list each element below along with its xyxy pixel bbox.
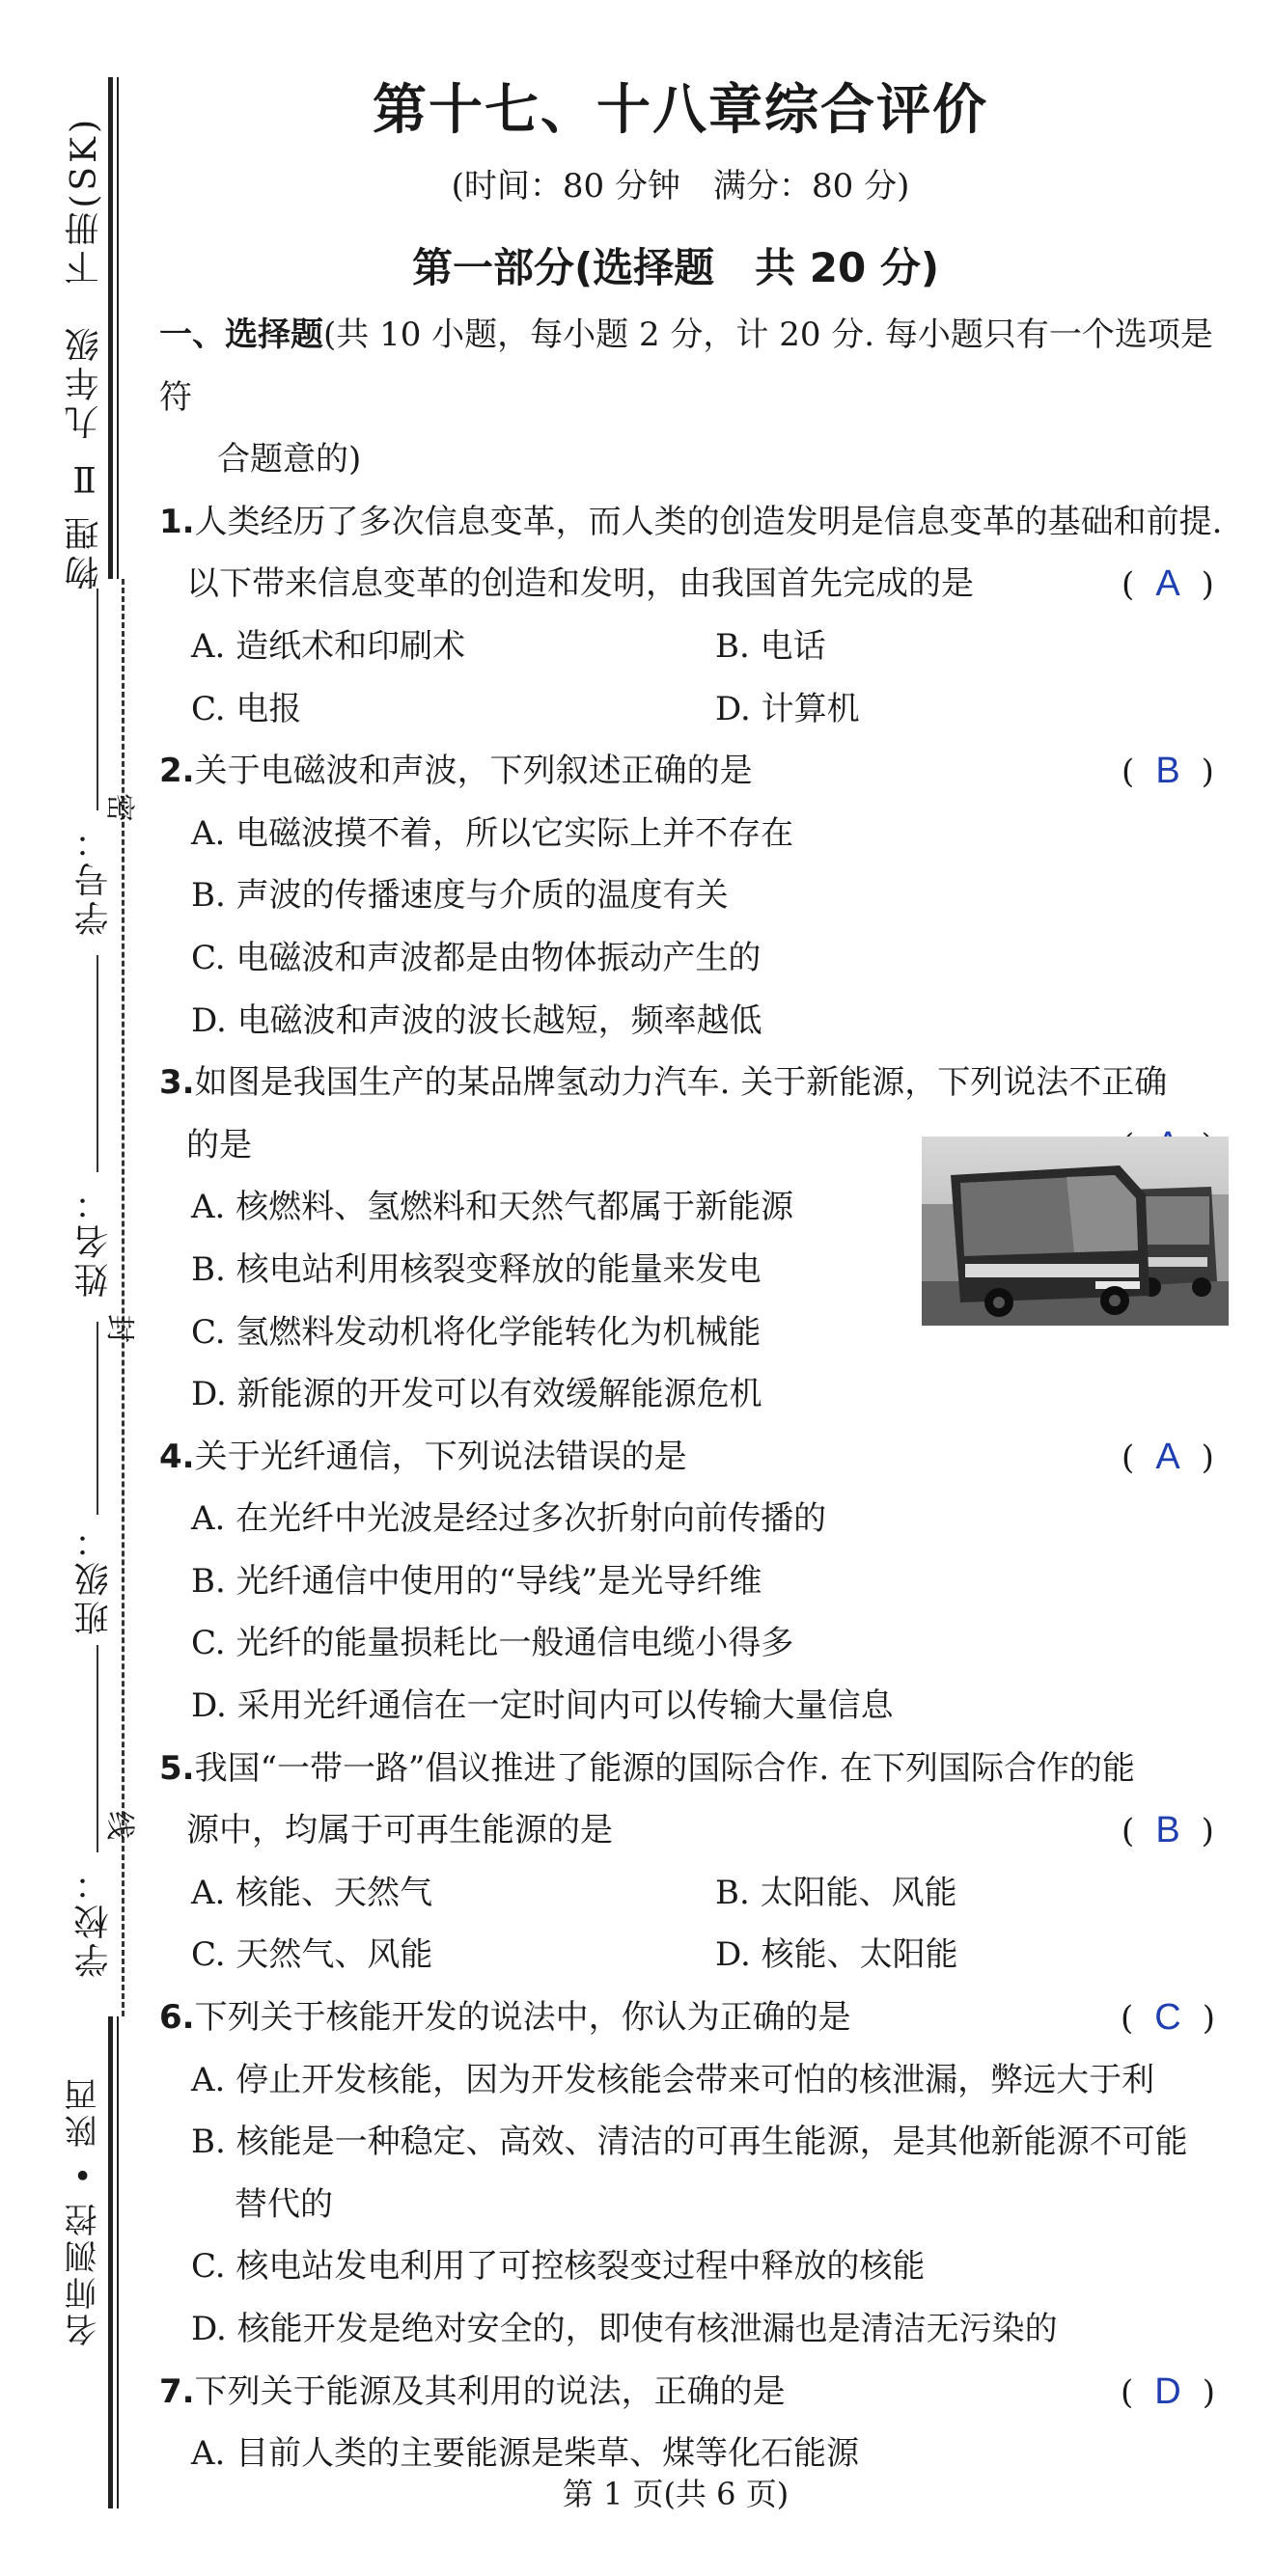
question-stem-line: 的是 <box>186 1125 252 1165</box>
answer-box: ( A ) <box>1122 563 1214 605</box>
question-1 <box>159 491 1231 740</box>
class-label: 班级： <box>74 1520 114 1635</box>
question-2 <box>159 740 1231 1052</box>
answer-letter: A <box>1155 1436 1180 1477</box>
question-5 <box>159 1738 1231 1987</box>
student-id-label: 学号： <box>74 820 114 936</box>
option-d[interactable]: D. 采用光纤通信在一定时间内可以传输大量信息 <box>191 1686 894 1726</box>
option-b[interactable]: B. 核电站利用核裂变释放的能量来发电 <box>191 1249 762 1289</box>
section-instructions-1: (共 10 小题，每小题 2 分，计 20 分. 每小题只有一个选项是符 <box>159 315 1213 417</box>
question-stem-line: 我国“一带一路”倡议推进了能源的国际合作. 在下列国际合作的能 <box>194 1748 1135 1788</box>
question-stem-line: 关于光纤通信，下列说法错误的是 <box>194 1437 687 1476</box>
question-4 <box>159 1426 1231 1738</box>
option-a[interactable]: A. 电磁波摸不着，所以它实际上并不存在 <box>191 813 794 853</box>
section-heading <box>159 304 1231 491</box>
option-a[interactable]: A. 停止开发核能，因为开发核能会带来可怕的核泄漏，弊远大于利 <box>191 2060 1155 2099</box>
question-7 <box>159 2361 1231 2485</box>
margin-rule-thin-bottom <box>117 2016 119 2508</box>
answer-letter: C <box>1154 1997 1181 2039</box>
margin-rule-thick-bottom <box>108 2016 113 2508</box>
option-a[interactable]: A. 核燃料、氢燃料和天然气都属于新能源 <box>191 1188 794 1227</box>
option-d[interactable]: D. 电磁波和声波的波长越短，频率越低 <box>191 1000 762 1040</box>
question-number: 5. <box>159 1748 195 1788</box>
question-stem-line: 下列关于核能开发的说法中，你认为正确的是 <box>194 1998 851 2038</box>
question-number: 7. <box>159 2371 195 2411</box>
answer-box: ( C ) <box>1121 1997 1215 2039</box>
option-a[interactable]: A. 目前人类的主要能源是柴草、煤等化石能源 <box>191 2434 860 2474</box>
part-title: 第一部分(选择题 共 20 分) <box>411 244 940 291</box>
option-b[interactable]: B. 电话 <box>715 626 826 666</box>
option-b[interactable]: B. 核能是一种稳定、高效、清洁的可再生能源，是其他新能源不可能 <box>191 2123 1188 2162</box>
school-label: 学校： <box>74 1862 114 1978</box>
question-number: 2. <box>159 752 195 791</box>
option-d[interactable]: D. 核能、太阳能 <box>715 1935 958 1975</box>
question-stem-line: 源中，均属于可再生能源的是 <box>186 1811 613 1850</box>
page-title: 第十七、十八章综合评价 <box>373 79 988 142</box>
option-b-continued[interactable]: 替代的 <box>235 2184 333 2224</box>
answer-letter: A <box>1155 563 1180 605</box>
answer-letter: B <box>1155 751 1180 792</box>
option-c[interactable]: C. 电磁波和声波都是由物体振动产生的 <box>191 938 762 977</box>
answer-letter: D <box>1154 2370 1181 2412</box>
question-number: 3. <box>159 1063 195 1103</box>
margin-rule-thin-top <box>117 77 119 579</box>
name-blank[interactable] <box>97 955 98 1172</box>
answer-box: ( B ) <box>1122 751 1214 792</box>
question-number: 6. <box>159 1998 195 2038</box>
option-c[interactable]: C. 电报 <box>191 689 302 728</box>
question-stem-line: 下列关于能源及其利用的说法，正确的是 <box>194 2371 786 2411</box>
option-c[interactable]: C. 光纤的能量损耗比一般通信电缆小得多 <box>191 1624 794 1663</box>
question-6 <box>159 1987 1231 2361</box>
question-stem-line: 如图是我国生产的某品牌氢动力汽车. 关于新能源，下列说法不正确 <box>194 1063 1168 1103</box>
question-number: 4. <box>159 1437 195 1476</box>
seal-mark-feng: 封 <box>102 1314 136 1343</box>
section-instructions-2: 合题意的) <box>217 440 362 480</box>
hydrogen-bus-photo <box>922 1137 1229 1326</box>
question-stem-line: 以下带来信息变革的创造和发明，由我国首先完成的是 <box>186 564 974 604</box>
student-id-blank[interactable] <box>97 589 98 810</box>
class-blank[interactable] <box>97 1322 98 1515</box>
question-stem-line: 关于电磁波和声波，下列叙述正确的是 <box>194 752 753 791</box>
option-d[interactable]: D. 新能源的开发可以有效缓解能源危机 <box>191 1375 762 1414</box>
book-info-label: 物理 Ⅱ 九年级 下册(SK) <box>65 116 104 590</box>
answer-box: ( A ) <box>1122 1436 1214 1477</box>
option-d[interactable]: D. 核能开发是绝对安全的，即使有核泄漏也是清洁无污染的 <box>191 2310 1058 2348</box>
answer-box: ( D ) <box>1121 2370 1215 2412</box>
seal-mark-mi: 密 <box>102 793 136 822</box>
name-label: 姓名： <box>74 1182 114 1298</box>
option-c[interactable]: C. 氢燃料发动机将化学能转化为机械能 <box>191 1312 762 1352</box>
section-lead: 一、选择题 <box>159 315 323 354</box>
option-c[interactable]: C. 天然气、风能 <box>191 1935 433 1975</box>
school-blank[interactable] <box>97 1645 98 1852</box>
option-a[interactable]: A. 造纸术和印刷术 <box>191 626 466 666</box>
option-a[interactable]: A. 在光纤中光波是经过多次折射向前传播的 <box>191 1499 827 1539</box>
answer-letter: B <box>1155 1810 1180 1851</box>
option-b[interactable]: B. 太阳能、风能 <box>715 1873 957 1912</box>
answer-box: ( B ) <box>1122 1810 1214 1851</box>
question-number: 1. <box>159 502 195 541</box>
option-b[interactable]: B. 声波的传播速度与介质的温度有关 <box>191 876 729 916</box>
option-a[interactable]: A. 核能、天然气 <box>191 1873 433 1912</box>
option-d[interactable]: D. 计算机 <box>715 689 860 728</box>
series-label: 名师测控 • 陕西 <box>65 2074 103 2346</box>
question-stem-line: 人类经历了多次信息变革，而人类的创造发明是信息变革的基础和前提. <box>194 502 1223 541</box>
exam-info: (时间：80 分钟 满分：80 分) <box>451 167 910 206</box>
page-footer: 第 1 页(共 6 页) <box>562 2476 789 2512</box>
question-area <box>159 304 1231 2485</box>
seal-mark-xian: 线 <box>102 1811 136 1840</box>
option-b[interactable]: B. 光纤通信中使用的“导线”是光导纤维 <box>191 1561 762 1601</box>
option-c[interactable]: C. 核电站发电利用了可控核裂变过程中释放的核能 <box>191 2247 926 2287</box>
